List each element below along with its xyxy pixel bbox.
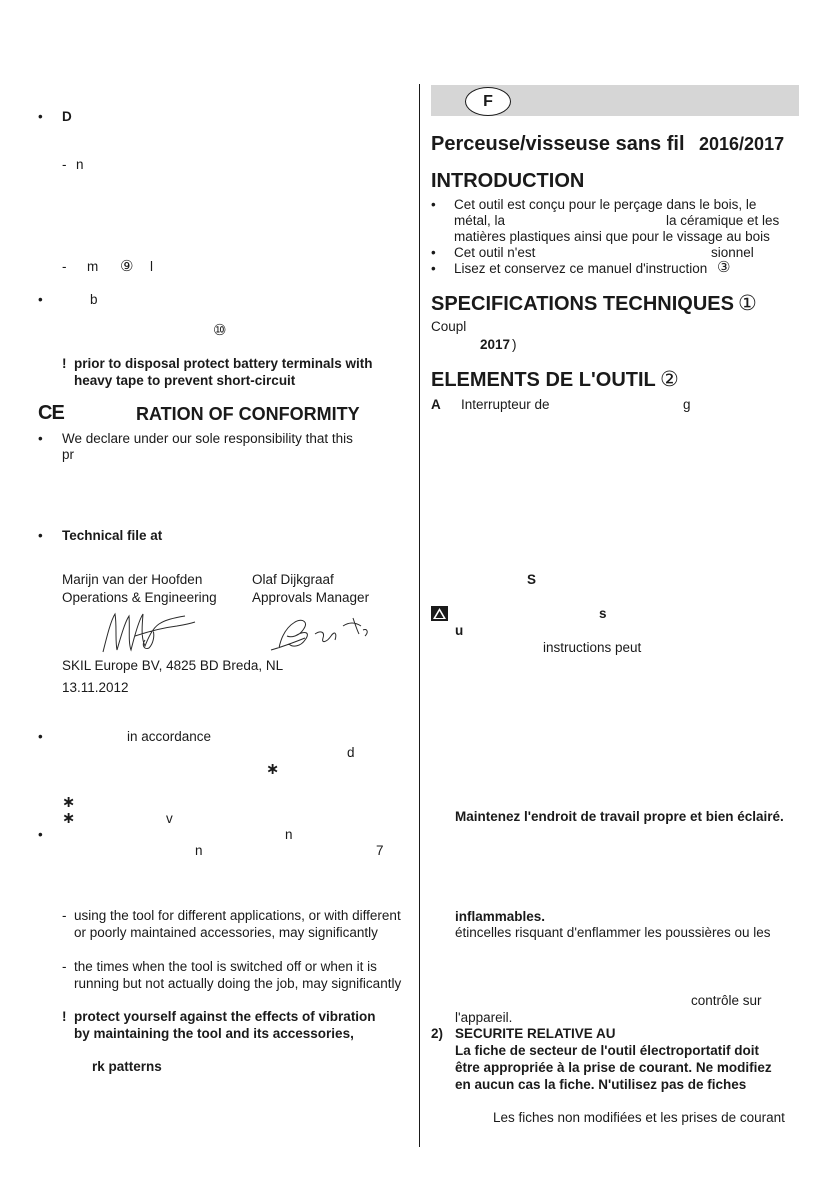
work-patterns: rk patterns [92,1059,162,1074]
dash-text: n [76,157,84,172]
declare-text: pr [62,447,75,462]
signatory-2-name: Olaf Dijkgraaf [252,572,334,587]
product-title: Perceuse/visseuse sans fil [431,133,685,155]
accordance-text: in accordance [127,729,212,744]
callout-1: ① [738,292,757,315]
bullet: • [38,528,43,543]
text-fragment: u [455,623,464,638]
elements-heading: ELEMENTS DE L'OUTIL [431,369,656,391]
safety-text: La fiche de secteur de l'outil électroportatif doit [455,1043,760,1058]
bullet: • [431,261,436,276]
callout-3: ③ [717,259,731,276]
introduction-heading: INTRODUCTION [431,170,585,192]
specifications-heading: SPECIFICATIONS TECHNIQUES [431,293,734,315]
safety-text: étincelles risquant d'enflammer les poussières ou les [455,925,771,940]
dash-text: using the tool for different applications, or with different [74,908,401,923]
bullet: • [431,245,436,260]
element-text: g [683,397,691,412]
callout-10: ⑩ [213,322,227,339]
spec-text: Coupl [431,319,467,334]
conformity-heading: RATION OF CONFORMITY [136,404,360,424]
element-text: Interrupteur de [461,397,550,412]
spec-paren: ) [512,337,517,352]
bullet: • [38,729,43,744]
warning-text: instructions peut [543,640,642,655]
intro-text: sionnel [711,245,754,260]
language-badge: F [465,87,511,116]
text-fragment: S [527,572,537,587]
asterisk: ∗ [266,761,280,778]
safety-text: être appropriée à la prise de courant. Ne modifiez [455,1060,772,1075]
dash: - [62,157,67,172]
dash-text-tail: l [150,259,153,274]
warning-line: prior to disposal protect battery terminals with [74,356,373,371]
safety-text: inflammables. [455,909,546,924]
dash-text: or poorly maintained accessories, may significantly [74,925,378,940]
dash-text: the times when the tool is switched off or when it is [74,959,377,974]
text-fragment: n [285,827,293,842]
text-fragment: n [195,843,203,858]
technical-file: Technical file at [62,528,163,543]
dash-text: m [87,259,99,274]
section-title: SECURITE RELATIVE AU [455,1026,616,1041]
signatory-2-role: Approvals Manager [252,590,370,605]
vibration-line: protect yourself against the effects of vibration [74,1009,376,1024]
signature-1-image [95,606,200,658]
vibration-line: by maintaining the tool and its accessories, [74,1026,354,1041]
bullet: • [431,197,436,212]
warning-mark: ! [62,356,67,371]
callout-9: ⑨ [120,258,134,275]
safety-text: Les fiches non modifiées et les prises de courant [493,1110,785,1125]
text-fragment: 7 [376,843,384,858]
element-letter: A [431,397,441,412]
column-divider [419,84,420,1147]
dash: - [62,908,67,923]
declaration-date: 13.11.2012 [62,680,129,695]
intro-text: Lisez et conservez ce manuel d'instruction [454,261,708,276]
declare-text: We declare under our sole responsibility that this [62,431,353,446]
warning-triangle-icon [431,606,448,625]
ce-mark: CE [38,402,64,424]
intro-text: la céramique et les [666,213,780,228]
signatory-1-role: Operations & Engineering [62,590,217,605]
warning-mark: ! [62,1009,67,1024]
asterisk: ∗ [62,794,76,811]
product-model: 2016/2017 [699,134,785,154]
company-address: SKIL Europe BV, 4825 BD Breda, NL [62,658,284,673]
signatory-1-name: Marijn van der Hoofden [62,572,203,587]
bullet-text: b [90,292,98,307]
section-number: 2) [431,1026,444,1041]
safety-text: Maintenez l'endroit de travail propre et bien éclairé. [455,809,784,824]
bullet: • [38,109,43,124]
bullet: • [38,292,43,307]
spec-model: 2017 [480,337,511,352]
signature-2-image [265,612,375,660]
bullet: • [38,827,43,842]
dash: - [62,959,67,974]
dash: - [62,259,67,274]
intro-text: métal, la [454,213,506,228]
intro-text: matières plastiques ainsi que pour le vissage au bois [454,229,770,244]
text-fragment: s [599,606,607,621]
intro-text: Cet outil est conçu pour le perçage dans le bois, le [454,197,757,212]
dash-text: running but not actually doing the job, may significantly [74,976,402,991]
warning-line: heavy tape to prevent short-circuit [74,373,296,388]
intro-text: Cet outil n'est [454,245,536,260]
bullet-text: D [62,109,72,124]
asterisk: ∗ [62,810,76,827]
safety-text: contrôle sur [691,993,762,1008]
safety-text: en aucun cas la fiche. N'utilisez pas de fiches [455,1077,747,1092]
text-fragment: d [347,745,355,760]
text-fragment: v [166,811,173,826]
bullet: • [38,431,43,446]
callout-2: ② [660,368,679,391]
safety-text: l'appareil. [455,1010,513,1025]
